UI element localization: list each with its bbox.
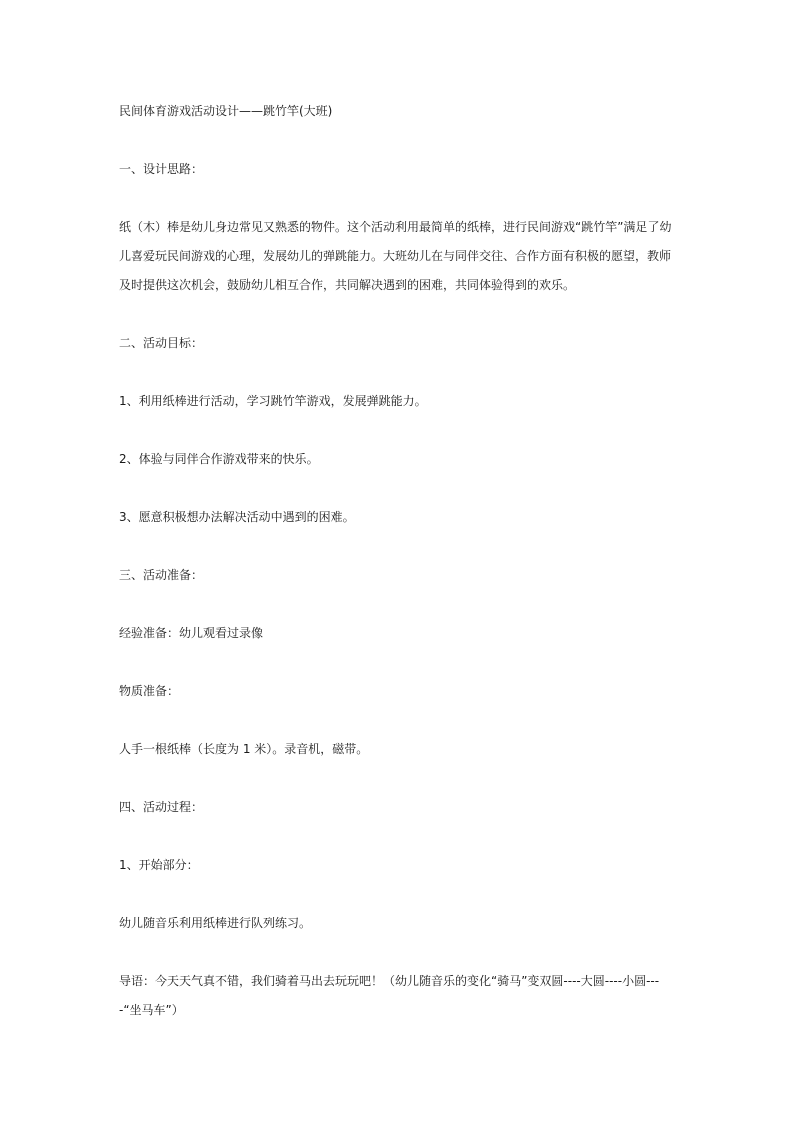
section-heading-goals: 二、活动目标： xyxy=(119,336,204,350)
goal-item-1: 1、利用纸棒进行活动，学习跳竹竿游戏，发展弹跳能力。 xyxy=(119,394,427,408)
section-heading-preparation: 三、活动准备： xyxy=(119,568,204,582)
process-step-1-text: 幼儿随音乐利用纸棒进行队列练习。 xyxy=(119,916,312,930)
experience-preparation: 经验准备：幼儿观看过录像 xyxy=(119,626,264,640)
section-heading-process: 四、活动过程： xyxy=(119,800,204,814)
guide-text: 导语：今天天气真不错，我们骑着马出去玩玩吧！（幼儿随音乐的变化“骑马”变双圆----大圆----小圆----“坐马车”） xyxy=(119,974,660,1017)
section-heading-design-idea: 一、设计思路： xyxy=(119,162,204,176)
material-preparation-text: 人手一根纸棒（长度为 1 米）。录音机，磁带。 xyxy=(119,742,369,756)
goal-item-3: 3、愿意积极想办法解决活动中遇到的困难。 xyxy=(119,510,355,524)
material-preparation-heading: 物质准备： xyxy=(119,684,180,698)
design-idea-paragraph: 纸（木）棒是幼儿身边常见又熟悉的物件。这个活动利用最简单的纸棒，进行民间游戏“跳竹竿”满足了幼儿喜爱玩民间游戏的心理，发展幼儿的弹跳能力。大班幼儿在与同伴交往、合作方面有积极的愿望，教师及时提供这次机会，鼓励幼儿相互合作，共同解决遇到的困难，共同体验得到的欢乐。 xyxy=(119,220,672,292)
document-title: 民间体育游戏活动设计——跳竹竿(大班) xyxy=(119,104,333,118)
process-step-1-heading: 1、开始部分： xyxy=(119,858,199,872)
goal-item-2: 2、体验与同伴合作游戏带来的快乐。 xyxy=(119,452,319,466)
